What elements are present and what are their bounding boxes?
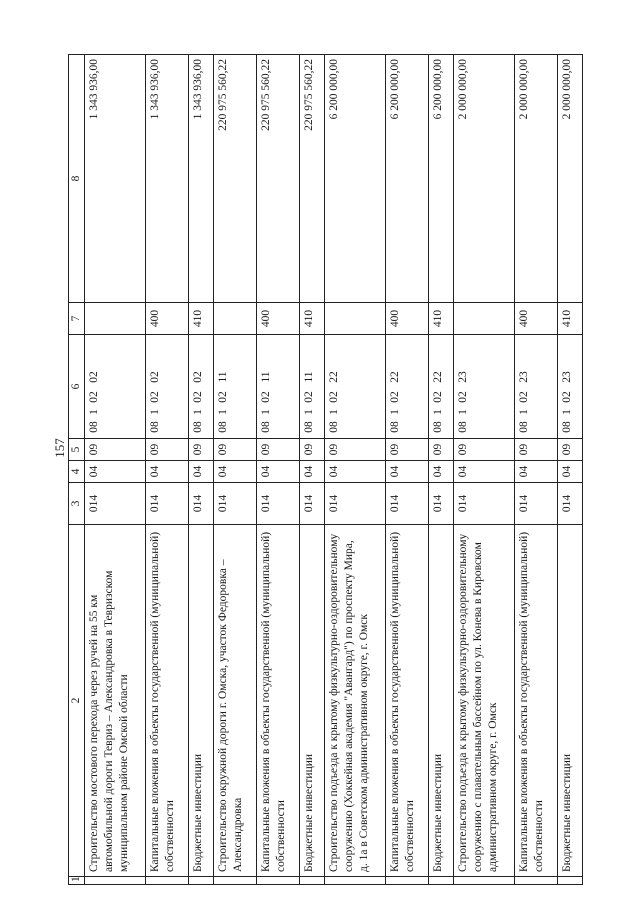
- row-num-cell: [429, 877, 454, 885]
- target-code-part: 1: [303, 409, 316, 415]
- target-code-part: 08: [303, 421, 316, 433]
- table-row: [189, 55, 214, 885]
- target-code-cell: [300, 335, 325, 439]
- subsection-code-cell: 09: [515, 439, 558, 461]
- ministry-code-cell: 014: [84, 483, 145, 525]
- section-code-cell: 04: [429, 461, 454, 483]
- target-code-part: 02: [192, 371, 205, 383]
- subsection-code-cell: 09: [324, 439, 385, 461]
- target-code-part: 22: [327, 371, 340, 383]
- row-num-cell: [324, 877, 385, 885]
- target-code-part: 02: [87, 391, 100, 403]
- expense-type-cell: 410: [189, 303, 214, 335]
- col-header: 7: [69, 303, 85, 335]
- subsection-code-cell: 09: [386, 439, 429, 461]
- col-header: 1: [69, 877, 85, 885]
- amount-cell: 2 000 000,00: [558, 55, 583, 303]
- ministry-code-cell: 014: [324, 483, 385, 525]
- expense-type-cell: 400: [515, 303, 558, 335]
- table-row: [386, 55, 429, 885]
- expense-type-cell: 400: [257, 303, 300, 335]
- target-code-part: 08: [389, 421, 402, 433]
- target-code-part: 02: [432, 391, 445, 403]
- expense-type-cell: [214, 303, 257, 335]
- section-code-cell: 04: [558, 461, 583, 483]
- table-row: [453, 55, 514, 885]
- item-name-cell: Строительство подъезда к крытому физкультурно-оздоровительному сооружению с плавательным бассейном по ул. Конева в Кировском административном округе, г. Омск: [453, 525, 514, 877]
- page-number: 157: [52, 438, 67, 458]
- target-code-cell: [324, 335, 385, 439]
- target-code-part: 02: [260, 391, 273, 403]
- target-code-cell: [257, 335, 300, 439]
- target-code-part: 11: [260, 371, 273, 383]
- table-row: [300, 55, 325, 885]
- target-code-cell: [84, 335, 145, 439]
- target-code-part: 1: [561, 409, 574, 415]
- row-num-cell: [453, 877, 514, 885]
- amount-cell: 220 975 560,22: [214, 55, 257, 303]
- target-code-part: 02: [149, 371, 162, 383]
- target-code-cell: [386, 335, 429, 439]
- ministry-code-cell: 014: [558, 483, 583, 525]
- amount-cell: 1 343 936,00: [84, 55, 145, 303]
- target-code-part: 1: [217, 409, 230, 415]
- col-header: 4: [69, 461, 85, 483]
- expense-type-cell: 400: [386, 303, 429, 335]
- item-name-cell: Бюджетные инвестиции: [300, 525, 325, 877]
- target-code-cell: [515, 335, 558, 439]
- subsection-code-cell: 09: [558, 439, 583, 461]
- amount-cell: 1 343 936,00: [146, 55, 189, 303]
- section-code-cell: 04: [300, 461, 325, 483]
- row-num-cell: [84, 877, 145, 885]
- subsection-code-cell: 09: [189, 439, 214, 461]
- target-code-cell: [558, 335, 583, 439]
- table-row: [429, 55, 454, 885]
- target-code-part: 08: [217, 421, 230, 433]
- table-row: [324, 55, 385, 885]
- ministry-code-cell: 014: [214, 483, 257, 525]
- item-name-cell: Строительство мостового перехода через ручей на 55 км автомобильной дороги Тевриз – Александровка в Тевризском муниципальном районе Омской области: [84, 525, 145, 877]
- amount-cell: 220 975 560,22: [257, 55, 300, 303]
- col-header: 5: [69, 439, 85, 461]
- ministry-code-cell: 014: [515, 483, 558, 525]
- subsection-code-cell: 09: [214, 439, 257, 461]
- target-code-cell: [189, 335, 214, 439]
- item-name-cell: Капитальные вложения в объекты государственной (муниципальной) собственности: [257, 525, 300, 877]
- ministry-code-cell: 014: [189, 483, 214, 525]
- target-code-cell: [214, 335, 257, 439]
- header-row: [69, 55, 85, 885]
- expense-type-cell: 410: [300, 303, 325, 335]
- row-num-cell: [214, 877, 257, 885]
- target-code-part: 22: [432, 371, 445, 383]
- subsection-code-cell: 09: [146, 439, 189, 461]
- target-code-part: 08: [518, 421, 531, 433]
- ministry-code-cell: 014: [146, 483, 189, 525]
- amount-cell: 220 975 560,22: [300, 55, 325, 303]
- item-name-cell: Бюджетные инвестиции: [558, 525, 583, 877]
- amount-cell: 6 200 000,00: [386, 55, 429, 303]
- budget-table: [68, 54, 583, 885]
- section-code-cell: 04: [84, 461, 145, 483]
- target-code-part: 23: [561, 371, 574, 383]
- target-code-part: 1: [327, 409, 340, 415]
- subsection-code-cell: 09: [257, 439, 300, 461]
- item-name-cell: Бюджетные инвестиции: [189, 525, 214, 877]
- row-num-cell: [386, 877, 429, 885]
- col-header: 6: [69, 335, 85, 439]
- amount-cell: 2 000 000,00: [453, 55, 514, 303]
- section-code-cell: 04: [453, 461, 514, 483]
- target-code-part: 08: [260, 421, 273, 433]
- target-code-part: 22: [389, 371, 402, 383]
- target-code-part: 23: [456, 371, 469, 383]
- target-code-part: 02: [327, 391, 340, 403]
- target-code-part: 1: [149, 409, 162, 415]
- amount-cell: 6 200 000,00: [429, 55, 454, 303]
- target-code-part: 1: [260, 409, 273, 415]
- ministry-code-cell: 014: [429, 483, 454, 525]
- target-code-part: 02: [217, 391, 230, 403]
- subsection-code-cell: 09: [300, 439, 325, 461]
- table-row: [558, 55, 583, 885]
- ministry-code-cell: 014: [453, 483, 514, 525]
- section-code-cell: 04: [257, 461, 300, 483]
- target-code-part: 02: [192, 391, 205, 403]
- target-code-part: 02: [303, 391, 316, 403]
- table-row: [257, 55, 300, 885]
- target-code-part: 08: [561, 421, 574, 433]
- target-code-part: 02: [518, 391, 531, 403]
- target-code-part: 08: [456, 421, 469, 433]
- subsection-code-cell: 09: [429, 439, 454, 461]
- target-code-part: 1: [456, 409, 469, 415]
- amount-cell: 2 000 000,00: [515, 55, 558, 303]
- section-code-cell: 04: [386, 461, 429, 483]
- target-code-part: 1: [192, 409, 205, 415]
- target-code-part: 08: [87, 421, 100, 433]
- target-code-part: 08: [327, 421, 340, 433]
- target-code-part: 08: [192, 421, 205, 433]
- section-code-cell: 04: [324, 461, 385, 483]
- target-code-part: 08: [432, 421, 445, 433]
- section-code-cell: 04: [214, 461, 257, 483]
- target-code-part: 11: [303, 371, 316, 383]
- col-header: 8: [69, 55, 85, 303]
- section-code-cell: 04: [515, 461, 558, 483]
- expense-type-cell: 410: [558, 303, 583, 335]
- target-code-part: 1: [389, 409, 402, 415]
- item-name-cell: Строительство окружной дороги г. Омска, участок Федоровка – Александровка: [214, 525, 257, 877]
- expense-type-cell: 400: [146, 303, 189, 335]
- subsection-code-cell: 09: [84, 439, 145, 461]
- target-code-part: 02: [456, 391, 469, 403]
- section-code-cell: 04: [189, 461, 214, 483]
- target-code-part: 1: [518, 409, 531, 415]
- target-code-part: 23: [518, 371, 531, 383]
- subsection-code-cell: 09: [453, 439, 514, 461]
- target-code-part: 02: [87, 371, 100, 383]
- target-code-cell: [453, 335, 514, 439]
- target-code-part: 02: [389, 391, 402, 403]
- rotated-table-container: [68, 55, 583, 885]
- expense-type-cell: [453, 303, 514, 335]
- table-row: [146, 55, 189, 885]
- amount-cell: 6 200 000,00: [324, 55, 385, 303]
- row-num-cell: [558, 877, 583, 885]
- row-num-cell: [257, 877, 300, 885]
- target-code-cell: [429, 335, 454, 439]
- item-name-cell: Строительство подъезда к крытому физкультурно-оздоровительному сооружению (Хоккейная академия "Авангард") по проспекту Мира, д. 1а в Советском административном округе, г. Омск: [324, 525, 385, 877]
- target-code-part: 11: [217, 371, 230, 383]
- expense-type-cell: [324, 303, 385, 335]
- amount-cell: 1 343 936,00: [189, 55, 214, 303]
- col-header: 3: [69, 483, 85, 525]
- target-code-part: 08: [149, 421, 162, 433]
- table-row: [515, 55, 558, 885]
- row-num-cell: [515, 877, 558, 885]
- item-name-cell: Бюджетные инвестиции: [429, 525, 454, 877]
- row-num-cell: [300, 877, 325, 885]
- target-code-part: 1: [87, 409, 100, 415]
- ministry-code-cell: 014: [257, 483, 300, 525]
- row-num-cell: [189, 877, 214, 885]
- table-row: [214, 55, 257, 885]
- target-code-part: 02: [149, 391, 162, 403]
- target-code-cell: [146, 335, 189, 439]
- item-name-cell: Капитальные вложения в объекты государственной (муниципальной) собственности: [515, 525, 558, 877]
- expense-type-cell: 410: [429, 303, 454, 335]
- item-name-cell: Капитальные вложения в объекты государственной (муниципальной) собственности: [146, 525, 189, 877]
- ministry-code-cell: 014: [300, 483, 325, 525]
- item-name-cell: Капитальные вложения в объекты государственной (муниципальной) собственности: [386, 525, 429, 877]
- expense-type-cell: [84, 303, 145, 335]
- target-code-part: 02: [561, 391, 574, 403]
- target-code-part: 1: [432, 409, 445, 415]
- section-code-cell: 04: [146, 461, 189, 483]
- table-row: [84, 55, 145, 885]
- row-num-cell: [146, 877, 189, 885]
- col-header: 2: [69, 525, 85, 877]
- ministry-code-cell: 014: [386, 483, 429, 525]
